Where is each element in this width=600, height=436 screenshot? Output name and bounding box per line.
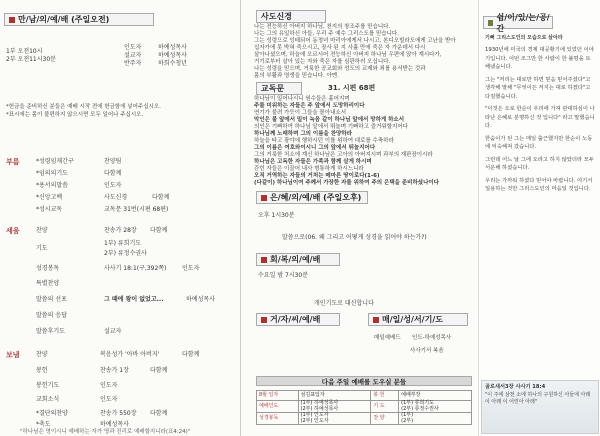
reading-line: 하나님께 노래하며 그의 이름을 찬양하라 <box>254 131 352 137</box>
table-row <box>257 413 472 425</box>
header-marker-icon <box>261 195 267 201</box>
service-time-1: 1부 오전10시 <box>6 48 43 55</box>
table-header-cell: 8월 일자 <box>257 391 299 401</box>
header-marker-icon <box>373 317 379 323</box>
helpers-table <box>256 390 472 425</box>
section-label: 부름 <box>6 158 20 166</box>
table-cell: 찬 양 <box>371 413 399 425</box>
role-value: 하희수청년 <box>158 60 187 67</box>
order-who: 인도자 <box>104 182 122 189</box>
reading-line: 하나님이 일어나시니 원수들은 흩어지며 <box>254 96 350 102</box>
order-who: 하예성목사 <box>186 296 215 303</box>
order-item: *성령임재간구 <box>36 158 74 165</box>
order-who: 인도자 <box>100 382 118 389</box>
reading-line: 그의 이름은 여호와이시니 그의 앞에서 뛰놀지어다 <box>254 145 376 151</box>
order-desc: 찬송가 28장 <box>104 227 137 234</box>
order-item: 성경봉독 <box>36 265 60 272</box>
paragraph: 우리는 가까워 하셨다 믿어야 바랍니다. 여기서 일용하는 것만 그리스도인의 마음일 것입니다. <box>485 177 593 192</box>
wednesday-time: 수요일 밤 7시30분 <box>258 272 309 279</box>
order-who: 다함께 <box>152 194 170 201</box>
order-who: 다함께 <box>150 410 168 417</box>
bible-prompt: 말씀으로(06. 왜 그리고 어떻게 성경을 읽어야 하는가?) <box>282 234 427 241</box>
reading-line: (다같이) 하나님이여 주께서 가장한 자를 위하여 주의 은택을 준비하셨나이다 <box>254 180 440 186</box>
order-desc: 교독문 31번(시편 68편) <box>104 206 169 213</box>
table-cell: 예배인도 <box>257 401 299 413</box>
afternoon-time: 오후 1시30분 <box>258 212 295 219</box>
order-who: 인도자 <box>100 396 118 403</box>
table-header-cell: 예배부장 <box>399 391 472 401</box>
reading-header: 교독문 <box>256 82 302 95</box>
order-who: 하예성목사 <box>100 421 129 428</box>
wednesday-note: 개인기도로 대신합니다 <box>314 300 374 307</box>
section-label: 보냄 <box>6 351 20 359</box>
reading-line: 갇힌 자들은 이끌어 내사 형통하게 하시느니라 <box>254 166 364 172</box>
table-cell: 기 도 <box>371 401 399 413</box>
creed-line: 나는 전능하신 아버지 하나님, 천지의 창조주를 믿습니다. <box>254 24 391 30</box>
paragraph: "이것은 오로 한순이 우리에 가져 관대하심이 나타난 은혜로 분명하신 것 입니다" 라고 말했습니다. <box>485 106 595 129</box>
table-cell: (1부) 인도자 (2부) 인도자 <box>298 413 371 425</box>
order-item: 봉헌 <box>36 367 48 374</box>
paragraph: 그는 "저리는 대로만 하면 믿음 믿어주셨다"고 생각해 말해 "무엇이든 저지는 대로 하겠다"고 다짐했습니다. <box>485 76 591 100</box>
reading-title: 31. 시편 68편 <box>328 84 376 92</box>
column-rest-space <box>478 0 600 436</box>
order-item: 교회소식 <box>36 396 60 403</box>
role-label: 설교자 <box>124 52 142 59</box>
order-item: *신앙고백 <box>36 194 63 201</box>
order-desc: 찬송가 550장 <box>100 410 137 417</box>
reading-line: 주를 미워하는 자들은 주 앞에서 도망하리이다 <box>254 103 365 109</box>
column-creed-reading <box>242 0 474 436</box>
dawn-service-header: 거/자/씨/예/배 <box>256 313 340 326</box>
role-label: 인도자 <box>124 44 142 51</box>
prayer-row-value: 사사기서 복음 <box>410 348 444 354</box>
reading-line: 의인은 기뻐하여 하나님 앞에서 뛰놀며 기뻐하고 즐거워할지어다 <box>254 124 408 130</box>
reading-line: 하나님은 고독한 자들은 가족과 함께 살게 하시며 <box>254 159 372 165</box>
reading-line: 오직 거역하는 자들의 거처는 메마른 땅이로다(1-6) <box>254 173 380 179</box>
role-value: 하예성목사 <box>158 44 187 51</box>
creed-line: 나는 성령을 믿으며, 거룩한 공교회와 성도의 교제와 죄를 용서받는 것과 <box>254 66 426 72</box>
paragraph: 한숨이가 된 그는 매일 출근했지만 한순이 노동에 익숙해져 갔습니다. <box>485 135 593 150</box>
table-cell: (1부) 하예성목사 (2부) 하예성목사 <box>298 401 371 413</box>
creed-line: 그는 성령으로 잉태되어 동정녀 마리아에게서 나시고, 본디오빌라도에게 고난을 받아 <box>254 38 456 44</box>
order-desc: 찬송가 1장 <box>100 367 129 374</box>
role-label: 반주자 <box>124 60 142 67</box>
order-who: 인도자 <box>182 265 200 272</box>
rest-space-header: 쉼/이/있/는/공/간 <box>483 16 553 29</box>
order-item: 기도 <box>36 245 48 252</box>
note-offering: *헌금을 준비하신 분들은 예배 시작 전에 헌금함에 넣어주십시오. <box>6 104 161 110</box>
order-item: 말씀의 선포 <box>36 296 67 303</box>
sermon-title: 그 때에 왕이 없었고... <box>104 296 164 303</box>
reading-line: 연기가 불려 가듯이 그들을 몰아내소서 <box>254 110 347 116</box>
order-item: *축도 <box>36 421 51 428</box>
column-morning-service <box>0 0 238 436</box>
order-desc: 2부) 류정수권사 <box>104 250 147 257</box>
order-item: 봉헌기도 <box>36 382 60 389</box>
header-marker-icon <box>261 317 267 323</box>
order-item: *결단의찬양 <box>36 410 68 417</box>
order-item: *임의의기도 <box>36 170 68 177</box>
table-header-row <box>257 391 472 401</box>
order-item: 말씀후기도 <box>36 328 65 335</box>
order-who: 다함께 <box>150 367 168 374</box>
header-marker-icon <box>488 20 493 26</box>
order-desc: 사사기 18:1(구,392쪽) <box>104 265 167 272</box>
creed-line: 거기로부터 살아 있는 자와 죽은 자를 심판하러 오십니다. <box>254 59 391 65</box>
wednesday-service-header: 회/복/의/예/배 <box>256 253 340 266</box>
order-who: 다함께 <box>150 227 168 234</box>
daily-prayer-header: 매/일/성/서/기/도 <box>368 313 468 326</box>
creed-line: 십자가에 못 박혀 죽으시고, 장사 된 지 사흘 만에 죽은 자 가운데서 다시 <box>254 45 426 51</box>
header-marker-icon <box>9 17 15 23</box>
order-item: 찬양 <box>36 351 48 358</box>
order-item: 특별찬양 <box>36 280 60 287</box>
header-marker-icon <box>261 257 267 263</box>
rest-space-body <box>485 46 595 198</box>
creed-header: 사도신경 <box>256 10 326 23</box>
note-standing: *표시에는 몸이 불편하지 않으시면 모두 일어나 주십시오. <box>6 112 144 118</box>
table-row <box>257 401 472 413</box>
table-cell: (1부) 류희기도 (2부) 류정수권사 <box>399 401 472 413</box>
creed-line: 몸의 부활과 영생을 믿습니다. 아멘. <box>254 73 339 79</box>
order-desc: 복음성가 '아바 아버지' <box>100 351 160 358</box>
rest-space-subtitle: 기뻐 그리스도인의 모습으로 살아라 <box>485 35 563 41</box>
table-header-cell: 섬김표입자 <box>298 391 371 401</box>
order-desc: 설교자 <box>104 328 122 335</box>
table-cell: (1부) (2부) <box>399 413 472 425</box>
table-cell: 성경봉독 <box>257 413 299 425</box>
next-week-helpers-bar: 다음 주일 예배를 도우실 분들 <box>256 376 472 386</box>
order-who: 찬양팀 <box>104 158 122 165</box>
reading-line: 그의 거룩한 처소에 계신 하나님은 고아의 아버지시며 과부의 재판장이시라 <box>254 152 433 158</box>
order-item: *용서의말씀 <box>36 182 68 189</box>
role-value: 하예성목사 <box>158 52 187 59</box>
paragraph: 1930년에 미국의 경제 대공황기에 있었던 이야기입니다. 어떤 조그만 한 사람이 한 불평을 토해냈습니다. <box>485 47 594 70</box>
prayer-row-label: 매일예배드 <box>374 335 401 341</box>
order-item: *성시교독 <box>36 206 63 213</box>
afternoon-service-header: 은/혜/의/예/배 (주일오후) <box>256 191 368 204</box>
verse-text: "이 주에 삼천 소에 하나의 구원하신 아들에 아래 이 아래 이 어린아 아래" <box>485 392 591 405</box>
order-desc: 사도신경 <box>104 194 128 201</box>
morning-service-header: 만/남/의/예/배 (주일오전) <box>4 13 154 26</box>
service-time-2: 2부 오전11시30분 <box>6 56 56 63</box>
paragraph: 그런데 어느 날 그에 오라고 하지 않았더라 모두 서운해 하셨습니다. <box>485 156 595 171</box>
section-label: 세움 <box>6 227 20 235</box>
reading-line: 하늘을 타고 광야에 행하시던 이를 위하여 대로를 수축하라 <box>254 138 394 144</box>
reading-line: 악인은 불 앞에서 밀이 녹음 같이 하나님 앞에서 망하게 하소서 <box>254 117 405 123</box>
verse-reference: 골로새서3장 사사기 18:4 <box>485 384 546 390</box>
footer-verse: "하나님은 영이시니 예배하는 자가 영과 진리로 예배할지니라(요4:24)" <box>20 429 191 435</box>
order-desc: 1부) 류희기도 <box>104 240 142 247</box>
creed-line: 나는 그의 유일하신 아들, 우리 주 예수 그리스도를 믿습니다. <box>254 31 399 37</box>
prayer-row-value: 인도-하예성목사 <box>412 335 452 341</box>
order-who: 다함께 <box>104 170 122 177</box>
order-item: 말씀의 응답 <box>36 312 67 319</box>
creed-line: 살아나셨으며, 하늘에 오르시어 전능하신 아버지 하나님 우편에 앉아 계시다가, <box>254 52 442 58</box>
column-divider <box>240 0 241 436</box>
order-item: 찬양 <box>36 227 48 234</box>
order-who: 다함께 <box>182 351 200 358</box>
table-header-cell: 봉 헌 <box>371 391 399 401</box>
